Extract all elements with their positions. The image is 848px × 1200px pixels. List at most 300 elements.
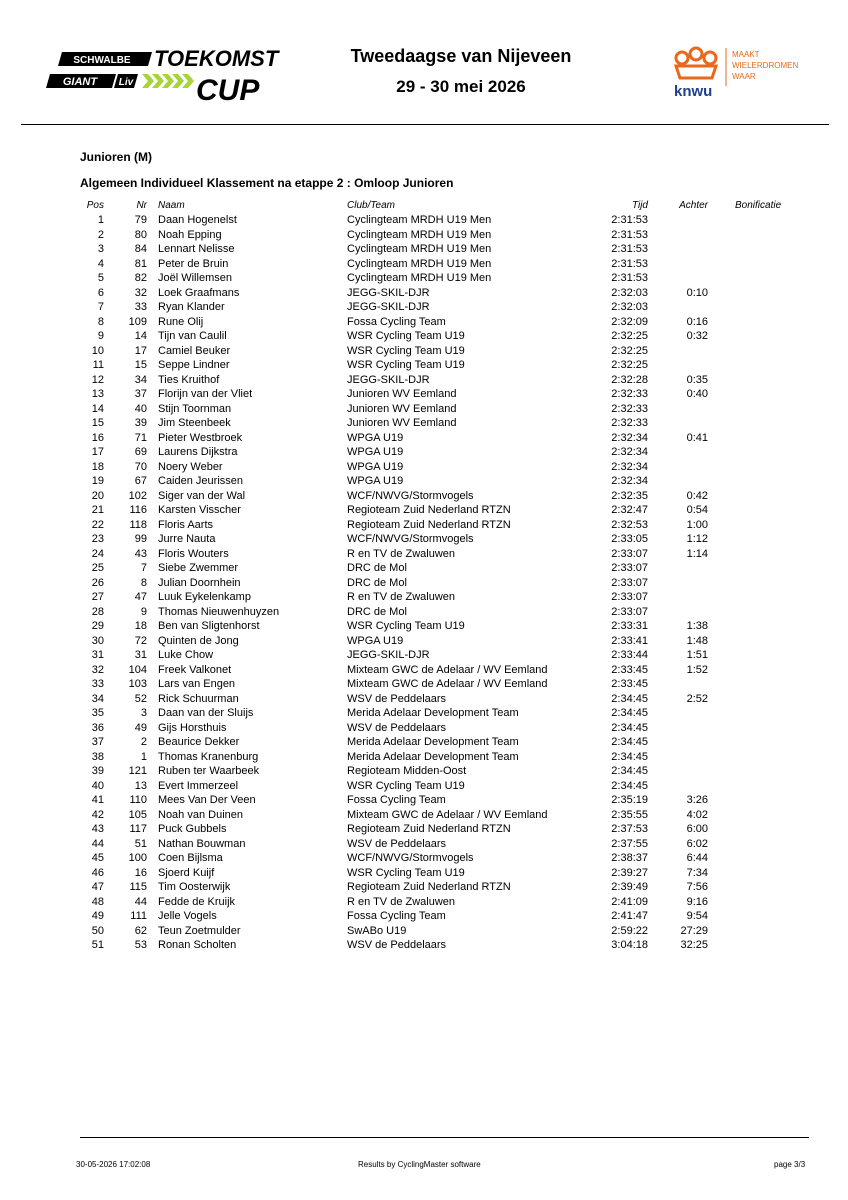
cell-name: Mees Van Der Veen (158, 794, 256, 806)
column-header-nr: Nr (136, 200, 147, 211)
column-header-time: Tijd (631, 200, 648, 211)
cell-club: Cyclingteam MRDH U19 Men (347, 214, 492, 226)
cell-name: Florijn van der Vliet (158, 388, 253, 400)
cell-pos: 33 (91, 678, 104, 690)
cell-behind: 0:16 (686, 315, 708, 328)
cell-club: Regioteam Zuid Nederland RTZN (347, 504, 511, 516)
cell-nr: 15 (134, 359, 147, 371)
table-row (0, 837, 848, 852)
cell-club: WPGA U19 (347, 475, 404, 487)
cell-nr: 37 (134, 388, 147, 400)
cell-pos: 16 (91, 431, 104, 444)
cell-time: 2:32:25 (611, 344, 648, 357)
table-row (0, 344, 848, 359)
cell-name: Joël Willemsen (158, 272, 232, 284)
table-row (0, 300, 848, 315)
cell-time: 2:32:25 (611, 330, 648, 342)
header-divider (21, 124, 829, 125)
cell-nr: 102 (128, 489, 147, 502)
cell-club: Mixteam GWC de Adelaar / WV Eemland (347, 663, 548, 676)
cell-pos: 22 (91, 518, 104, 531)
cell-pos: 7 (97, 301, 104, 313)
cell-pos: 41 (91, 794, 104, 806)
cell-nr: 52 (134, 692, 147, 705)
table-row (0, 547, 848, 562)
table-row (0, 692, 848, 707)
cell-pos: 4 (97, 257, 104, 270)
table-row (0, 518, 848, 533)
cell-pos: 9 (97, 330, 104, 342)
table-row (0, 228, 848, 243)
knwu-logo (668, 44, 799, 104)
cell-time: 2:34:45 (611, 750, 648, 763)
cell-club: WPGA U19 (347, 634, 404, 647)
cell-time: 2:41:09 (611, 895, 648, 908)
table-row (0, 851, 848, 866)
cell-name: Freek Valkonet (158, 663, 232, 676)
cell-time: 2:32:25 (611, 359, 648, 371)
cell-nr: 116 (129, 504, 147, 516)
cell-behind: 4:02 (686, 808, 708, 821)
cell-name: Tim Oosterwijk (158, 881, 231, 893)
column-header-name: Naam (158, 200, 185, 211)
cell-pos: 42 (91, 808, 104, 821)
cell-name: Stijn Toornman (158, 402, 232, 415)
cell-nr: 1 (140, 750, 147, 763)
table-row (0, 329, 848, 344)
cell-time: 2:32:34 (611, 460, 648, 473)
cell-nr: 80 (134, 228, 147, 241)
cell-name: Seppe Lindner (158, 359, 230, 371)
cell-pos: 12 (91, 373, 104, 386)
cell-behind: 9:54 (686, 910, 708, 922)
cell-time: 2:35:19 (611, 794, 648, 806)
table-row (0, 358, 848, 373)
print-timestamp: 30-05-2026 17:02:08 (76, 1160, 151, 1169)
cell-club: Mixteam GWC de Adelaar / WV Eemland (347, 678, 548, 690)
cell-behind: 0:40 (686, 388, 708, 400)
cell-time: 2:32:09 (611, 315, 648, 328)
cell-time: 2:33:07 (611, 605, 648, 618)
cell-club: Fossa Cycling Team (347, 315, 446, 328)
table-row (0, 431, 848, 446)
cell-nr: 34 (134, 373, 147, 386)
table-row (0, 474, 848, 489)
cell-club: Mixteam GWC de Adelaar / WV Eemland (347, 808, 548, 821)
cell-pos: 32 (91, 663, 104, 676)
cell-club: JEGG-SKIL-DJR (347, 649, 430, 661)
cell-name: Peter de Bruin (158, 257, 229, 270)
cell-club: JEGG-SKIL-DJR (347, 373, 430, 386)
cell-time: 2:41:47 (611, 910, 648, 922)
column-header-club: Club/Team (347, 200, 395, 211)
cell-time: 2:32:28 (611, 373, 648, 386)
cell-pos: 8 (97, 315, 104, 328)
cell-nr: 104 (128, 663, 147, 676)
cell-pos: 3 (97, 243, 104, 255)
cell-name: Fedde de Kruijk (158, 895, 236, 908)
cell-name: Luuk Eykelenkamp (158, 591, 251, 603)
cell-time: 2:35:55 (611, 808, 648, 821)
table-row (0, 590, 848, 605)
cell-pos: 40 (91, 779, 104, 792)
cell-club: WSR Cycling Team U19 (347, 866, 465, 879)
cell-behind: 27:29 (680, 924, 708, 937)
cell-nr: 109 (128, 315, 147, 328)
cell-name: Teun Zoetmulder (158, 924, 241, 937)
table-row (0, 605, 848, 620)
cell-club: Regioteam Zuid Nederland RTZN (347, 823, 511, 835)
cell-behind: 9:16 (686, 895, 708, 908)
knwu-slogan-2: WIELERDROMEN (732, 61, 799, 70)
toekomst-cup-logo (44, 44, 279, 108)
cell-pos: 23 (91, 533, 104, 545)
cell-nr: 115 (129, 881, 147, 893)
cell-pos: 6 (97, 286, 104, 299)
cell-time: 2:33:44 (611, 649, 648, 661)
cell-club: Regioteam Midden-Oost (347, 765, 467, 777)
chevrons-icon (142, 74, 194, 88)
cell-club: DRC de Mol (347, 605, 407, 618)
table-row (0, 938, 848, 953)
table-row (0, 648, 848, 663)
results-table (0, 213, 848, 953)
table-row (0, 895, 848, 910)
cell-name: Lars van Engen (158, 678, 236, 690)
cell-time: 2:33:07 (611, 547, 648, 560)
cell-club: WSV de Peddelaars (347, 837, 447, 850)
cell-club: Merida Adelaar Development Team (347, 736, 519, 748)
cup-word-cup: CUP (196, 74, 260, 107)
knwu-slogan-3: WAAR (732, 72, 756, 81)
cell-behind: 1:48 (686, 634, 708, 647)
cell-pos: 29 (91, 620, 104, 632)
cell-time: 2:33:41 (611, 634, 648, 647)
table-row (0, 286, 848, 301)
cell-name: Beaurice Dekker (158, 736, 240, 748)
cell-behind: 7:56 (686, 881, 708, 893)
cell-time: 2:37:53 (611, 823, 648, 835)
cell-pos: 49 (91, 910, 104, 922)
cell-nr: 49 (134, 721, 147, 734)
cell-nr: 71 (134, 431, 147, 444)
table-row (0, 416, 848, 431)
cell-nr: 53 (134, 939, 147, 951)
cell-nr: 39 (134, 417, 147, 429)
cell-nr: 118 (129, 518, 147, 531)
cell-nr: 121 (128, 765, 147, 777)
cell-club: SwABo U19 (347, 924, 407, 937)
table-row (0, 924, 848, 939)
page-number: page 3/3 (774, 1160, 806, 1169)
sponsor-schwalbe: SCHWALBE (73, 55, 131, 66)
cell-club: WSR Cycling Team U19 (347, 359, 465, 371)
cell-nr: 47 (134, 591, 147, 603)
cell-time: 2:34:45 (611, 707, 648, 719)
table-row (0, 257, 848, 272)
table-row (0, 866, 848, 881)
cell-nr: 31 (134, 649, 147, 661)
cell-time: 2:31:53 (611, 214, 648, 226)
cell-behind: 6:44 (686, 852, 708, 864)
table-row (0, 387, 848, 402)
cell-name: Jim Steenbeek (158, 417, 231, 429)
cell-behind: 0:42 (686, 489, 708, 502)
cell-name: Karsten Visscher (158, 504, 241, 516)
cell-club: Junioren WV Eemland (347, 388, 457, 400)
table-row (0, 880, 848, 895)
cell-name: Puck Gubbels (158, 823, 227, 835)
cell-name: Jelle Vogels (158, 910, 217, 922)
cell-club: WSR Cycling Team U19 (347, 344, 465, 357)
cell-name: Gijs Horsthuis (158, 721, 227, 734)
table-row (0, 619, 848, 634)
cell-pos: 17 (91, 446, 104, 458)
category-title: Junioren (M) (80, 150, 152, 164)
cell-nr: 70 (134, 460, 147, 473)
cell-time: 2:32:34 (611, 446, 648, 458)
cell-time: 2:32:53 (611, 518, 648, 531)
cell-club: WCF/NWVG/Stormvogels (347, 852, 474, 864)
cell-nr: 100 (128, 852, 147, 864)
cell-name: Tijn van Caulil (158, 330, 227, 342)
cell-time: 2:31:53 (611, 243, 648, 255)
cell-club: WPGA U19 (347, 446, 404, 458)
cell-time: 2:33:05 (611, 533, 648, 545)
cell-name: Rick Schuurman (158, 692, 239, 705)
cell-name: Daan van der Sluijs (158, 707, 254, 719)
crown-icon (676, 48, 716, 78)
cell-time: 2:32:47 (611, 504, 648, 516)
table-row (0, 561, 848, 576)
cell-club: WCF/NWVG/Stormvogels (347, 489, 474, 502)
cell-name: Sjoerd Kuijf (158, 866, 215, 879)
cell-behind: 7:34 (686, 866, 708, 879)
event-title: Tweedaagse van Nijeveen (350, 46, 572, 66)
cell-pos: 30 (91, 634, 104, 647)
cell-pos: 44 (91, 837, 104, 850)
table-row (0, 779, 848, 794)
table-row (0, 735, 848, 750)
cell-nr: 43 (134, 547, 147, 560)
cell-nr: 13 (134, 779, 147, 792)
cell-time: 2:31:53 (611, 272, 648, 284)
table-row (0, 706, 848, 721)
cell-name: Evert Immerzeel (158, 779, 239, 792)
cell-club: R en TV de Zwaluwen (347, 591, 456, 603)
cell-time: 2:33:07 (611, 562, 648, 574)
classification-title: Algemeen Individueel Klassement na etappe 2 : Omloop Junioren (80, 176, 454, 190)
table-row (0, 764, 848, 779)
cell-time: 3:04:18 (611, 939, 648, 951)
cell-time: 2:34:45 (611, 692, 648, 705)
table-row (0, 213, 848, 228)
cell-club: Fossa Cycling Team (347, 910, 446, 922)
cell-name: Rune Olij (158, 315, 204, 328)
cell-pos: 10 (91, 344, 104, 357)
table-row (0, 677, 848, 692)
cell-nr: 81 (134, 257, 147, 270)
cell-nr: 51 (134, 837, 147, 850)
cell-pos: 1 (97, 214, 104, 226)
knwu-name: knwu (674, 83, 713, 100)
table-row (0, 460, 848, 475)
cell-name: Ruben ter Waarbeek (158, 765, 260, 777)
cell-nr: 16 (134, 866, 147, 879)
cell-behind: 2:52 (686, 692, 708, 705)
table-row (0, 532, 848, 547)
cell-club: R en TV de Zwaluwen (347, 547, 456, 560)
table-row (0, 576, 848, 591)
cell-pos: 24 (91, 547, 104, 560)
cell-club: Merida Adelaar Development Team (347, 750, 519, 763)
cell-nr: 7 (140, 562, 147, 574)
cell-club: WCF/NWVG/Stormvogels (347, 533, 474, 545)
cell-time: 2:38:37 (611, 852, 648, 864)
cell-nr: 82 (134, 272, 147, 284)
cell-pos: 47 (91, 881, 104, 893)
cell-nr: 105 (128, 808, 147, 821)
cell-name: Loek Graafmans (158, 286, 240, 299)
cell-pos: 43 (91, 823, 104, 835)
cell-nr: 62 (134, 924, 147, 937)
cell-nr: 44 (134, 895, 147, 908)
cell-behind: 1:51 (686, 649, 708, 661)
cell-behind: 1:38 (686, 620, 708, 632)
cell-pos: 46 (91, 866, 104, 879)
cell-pos: 37 (91, 736, 104, 748)
cell-name: Lennart Nelisse (158, 243, 235, 255)
cell-behind: 0:10 (686, 286, 708, 299)
cell-club: WSR Cycling Team U19 (347, 620, 465, 632)
cell-club: WSV de Peddelaars (347, 692, 447, 705)
cell-nr: 14 (134, 330, 147, 342)
column-header-bonus: Bonificatie (735, 200, 782, 211)
cell-nr: 117 (129, 823, 147, 835)
table-row (0, 721, 848, 736)
cell-name: Floris Wouters (158, 547, 229, 560)
cell-name: Caiden Jeurissen (158, 475, 243, 487)
cell-club: WSR Cycling Team U19 (347, 779, 465, 792)
cell-pos: 18 (91, 460, 104, 473)
cell-behind: 3:26 (686, 794, 708, 806)
cell-club: Junioren WV Eemland (347, 417, 457, 429)
cell-name: Thomas Kranenburg (158, 750, 259, 763)
cell-club: Cyclingteam MRDH U19 Men (347, 272, 492, 284)
cell-nr: 79 (134, 214, 147, 226)
cup-word-toekomst: TOEKOMST (154, 46, 279, 71)
cell-name: Pieter Westbroek (158, 431, 243, 444)
table-row (0, 373, 848, 388)
cell-nr: 18 (134, 620, 147, 632)
cell-pos: 48 (91, 895, 104, 908)
cell-club: WPGA U19 (347, 460, 404, 473)
cell-pos: 50 (91, 924, 104, 937)
cell-behind: 1:52 (686, 663, 708, 676)
cell-pos: 15 (91, 417, 104, 429)
cell-club: Merida Adelaar Development Team (347, 707, 519, 719)
cell-pos: 26 (91, 576, 104, 589)
cell-club: WSV de Peddelaars (347, 721, 447, 734)
cell-time: 2:33:45 (611, 663, 648, 676)
cell-time: 2:33:07 (611, 576, 648, 589)
cell-name: Ryan Klander (158, 301, 225, 313)
cell-pos: 36 (91, 721, 104, 734)
cell-club: WSR Cycling Team U19 (347, 330, 465, 342)
cell-time: 2:34:45 (611, 736, 648, 748)
cell-pos: 35 (91, 707, 104, 719)
cell-nr: 9 (140, 605, 147, 618)
cell-name: Ronan Scholten (158, 939, 237, 951)
cell-time: 2:37:55 (611, 837, 648, 850)
cell-time: 2:33:45 (611, 678, 648, 690)
cell-name: Daan Hogenelst (158, 214, 237, 226)
footer-divider (80, 1137, 809, 1138)
cell-nr: 111 (130, 910, 147, 922)
cell-time: 2:32:03 (611, 286, 648, 299)
table-row (0, 271, 848, 286)
cell-time: 2:32:33 (611, 402, 648, 415)
knwu-slogan-1: MAAKT (732, 50, 760, 59)
cell-name: Quinten de Jong (158, 634, 239, 647)
cell-behind: 32:25 (680, 939, 708, 951)
cell-behind: 1:14 (686, 547, 708, 560)
cell-nr: 17 (134, 344, 147, 357)
cell-nr: 40 (134, 402, 147, 415)
cell-time: 2:31:53 (611, 257, 648, 270)
cell-pos: 39 (91, 765, 104, 777)
cell-time: 2:32:03 (611, 301, 648, 313)
table-row (0, 663, 848, 678)
cell-name: Noah van Duinen (158, 808, 244, 821)
cell-behind: 1:00 (686, 518, 708, 531)
table-row (0, 793, 848, 808)
column-header-pos: Pos (86, 200, 104, 211)
cell-pos: 25 (91, 562, 104, 574)
table-row (0, 445, 848, 460)
cell-time: 2:31:53 (611, 228, 648, 241)
table-row (0, 750, 848, 765)
cell-nr: 99 (134, 533, 147, 545)
cell-name: Camiel Beuker (158, 344, 231, 357)
cell-name: Nathan Bouwman (158, 837, 246, 850)
cell-nr: 69 (134, 446, 147, 458)
table-row (0, 242, 848, 257)
cell-club: Regioteam Zuid Nederland RTZN (347, 881, 511, 893)
cell-time: 2:39:27 (611, 866, 648, 879)
cell-club: Cyclingteam MRDH U19 Men (347, 228, 492, 241)
cell-pos: 51 (91, 939, 104, 951)
cell-club: WSV de Peddelaars (347, 939, 447, 951)
cell-nr: 84 (134, 243, 147, 255)
cell-name: Thomas Nieuwenhuyzen (158, 605, 280, 618)
event-date: 29 - 30 mei 2026 (396, 77, 526, 96)
cell-behind: 0:41 (686, 431, 708, 444)
cell-pos: 11 (92, 359, 104, 371)
cell-behind: 6:00 (686, 823, 708, 835)
page-header (0, 0, 848, 126)
cell-name: Coen Bijlsma (158, 852, 223, 864)
table-row (0, 634, 848, 649)
cell-behind: 0:32 (686, 330, 708, 342)
cell-nr: 103 (128, 678, 147, 690)
column-header-behind: Achter (679, 200, 708, 211)
cell-pos: 20 (91, 489, 104, 502)
cell-behind: 0:54 (686, 504, 708, 516)
cell-pos: 31 (91, 649, 104, 661)
cell-name: Floris Aarts (158, 518, 214, 531)
cell-club: JEGG-SKIL-DJR (347, 301, 430, 313)
